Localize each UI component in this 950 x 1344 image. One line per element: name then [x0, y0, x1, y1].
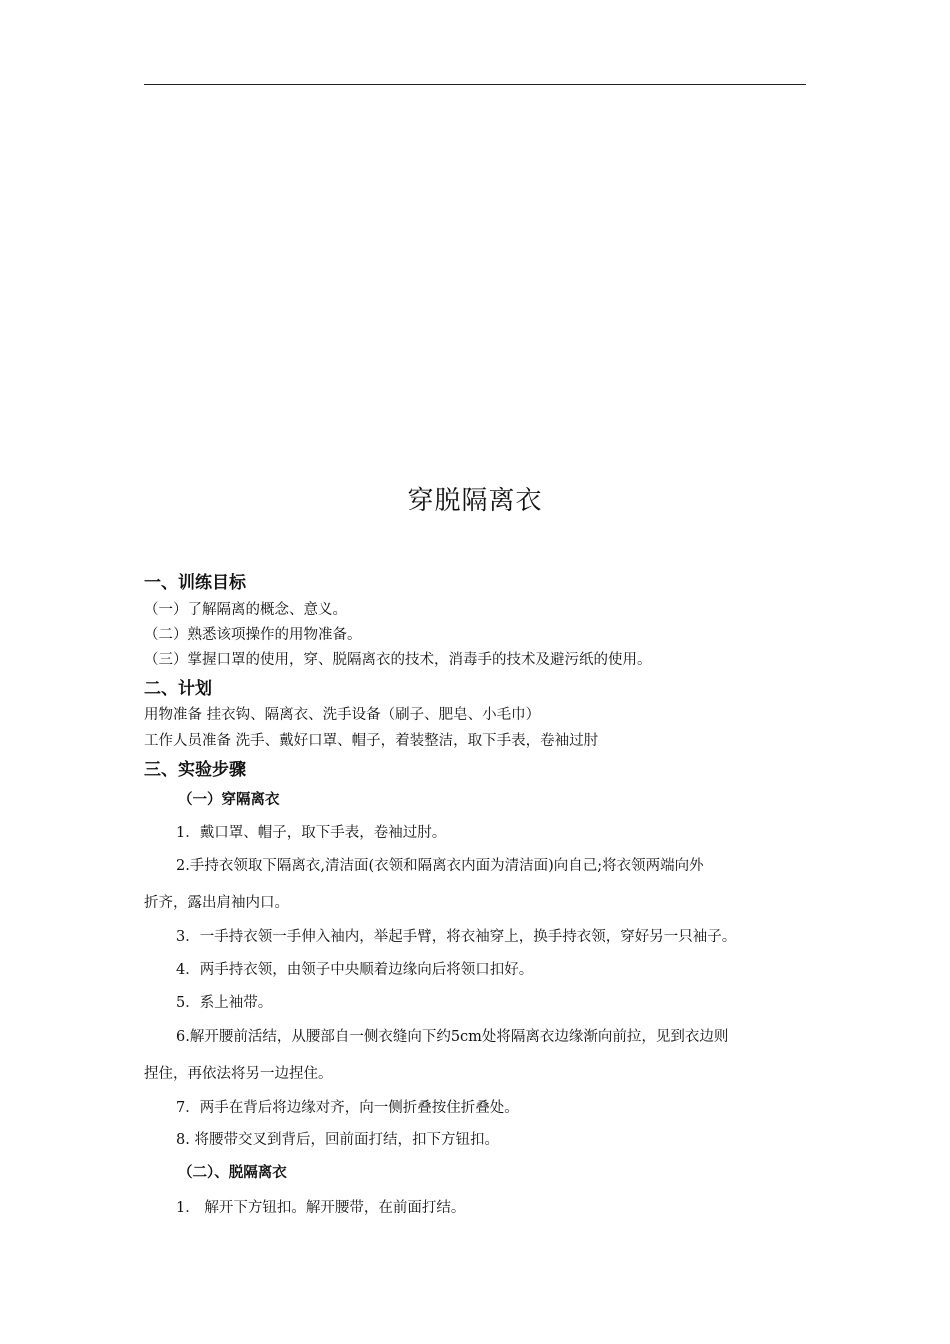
goal-item: （三）掌握口罩的使用，穿、脱隔离衣的技术，消毒手的技术及避污纸的使用。 — [144, 652, 652, 668]
step-item: 5．系上袖带。 — [176, 995, 273, 1011]
goal-item: （一）了解隔离的概念、意义。 — [144, 602, 347, 618]
section-heading-plan: 二、计划 — [144, 679, 212, 699]
step-item: 3．一手持衣领一手伸入袖内，举起手臂，将衣袖穿上，换手持衣领，穿好另一只袖子。 — [176, 929, 737, 945]
subsection-heading-doff: （二）、脱隔离衣 — [178, 1165, 287, 1181]
step-item: 4．两手持衣领，由领子中央顺着边缘向后将领口扣好。 — [176, 962, 534, 978]
step-item: 7．两手在背后将边缘对齐，向一侧折叠按住折叠处。 — [176, 1100, 519, 1116]
step-item: 2.手持衣领取下隔离衣,清洁面(衣领和隔离衣内面为清洁面)向自己;将衣领两端向外 — [176, 858, 704, 874]
page-title: 穿脱隔离衣 — [407, 486, 543, 516]
section-heading-goals: 一、训练目标 — [144, 573, 246, 593]
plan-item: 用物准备 挂衣钩、隔离衣、洗手设备（刷子、肥皂、小毛巾） — [144, 707, 541, 723]
step-item: 1． 解开下方钮扣。解开腰带，在前面打结。 — [176, 1200, 466, 1216]
step-item: 6.解开腰前活结，从腰部自一侧衣缝向下约5cm处将隔离衣边缘渐向前拉，见到衣边则 — [176, 1029, 729, 1045]
step-item: 1．戴口罩、帽子，取下手表，卷袖过肘。 — [176, 825, 447, 841]
plan-item: 工作人员准备 洗手、戴好口罩、帽子，着装整洁，取下手表，卷袖过肘 — [144, 733, 599, 749]
section-heading-steps: 三、实验步骤 — [144, 760, 246, 780]
step-continuation: 捏住，再依法将另一边捏住。 — [144, 1066, 333, 1082]
subsection-heading-don: （一）穿隔离衣 — [178, 792, 280, 808]
step-continuation: 折齐，露出肩袖内口。 — [144, 895, 289, 911]
header-rule — [144, 84, 806, 85]
goal-item: （二）熟悉该项操作的用物准备。 — [144, 627, 362, 643]
step-item: 8. 将腰带交叉到背后，回前面打结，扣下方钮扣。 — [176, 1132, 499, 1148]
